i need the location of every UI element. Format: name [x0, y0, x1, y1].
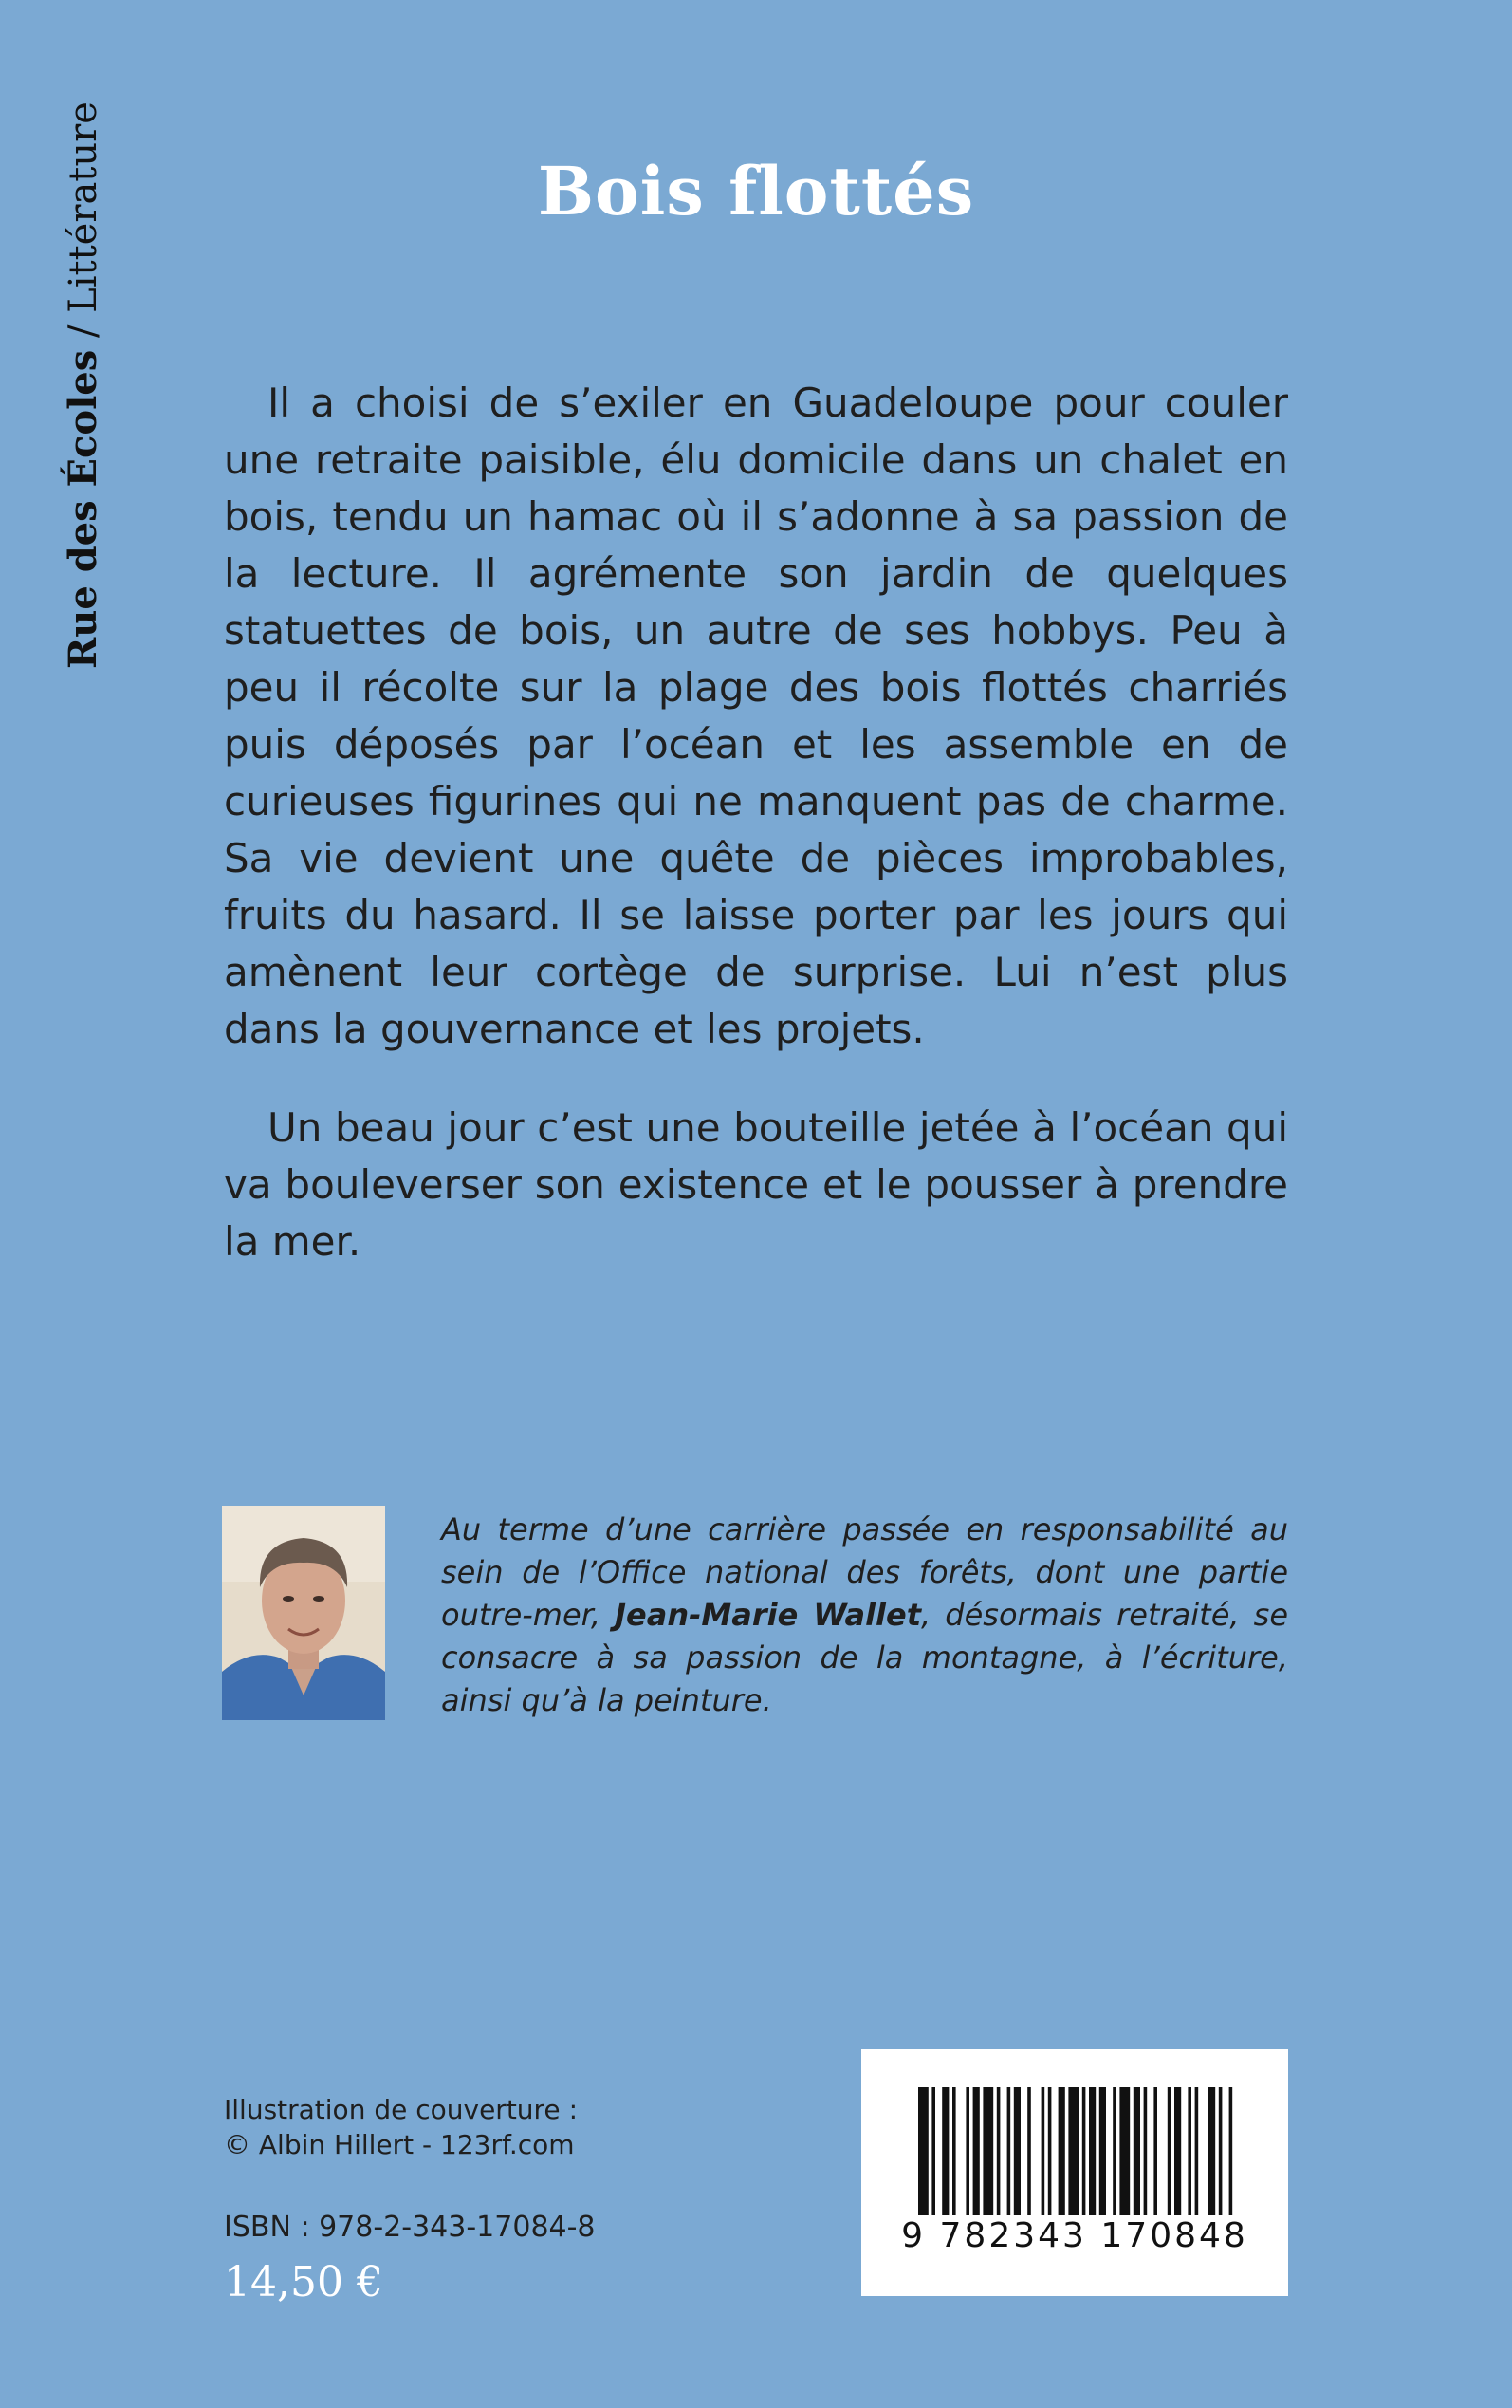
cover-credit — [224, 2092, 578, 2162]
barcode-bar — [1119, 2087, 1130, 2215]
barcode-bar — [1229, 2087, 1233, 2215]
summary-paragraph-2: Un beau jour c’est une bouteille jetée à l’océan qui va bouleverser son existence et le pousser à prendre la mer. — [224, 1104, 1288, 1265]
bio-text-before: Au terme d’une carrière passée en responsabilité au sein de l’Office national des forêts, dont une partie outre-mer, — [441, 1511, 1288, 1633]
barcode-bar — [966, 2087, 969, 2215]
barcode-bar — [1134, 2087, 1140, 2215]
barcode-bar — [1048, 2087, 1052, 2215]
credit-line-2: © Albin Hillert - 123rf.com — [224, 2129, 575, 2160]
barcode — [861, 2049, 1288, 2296]
author-photo — [222, 1506, 385, 1720]
barcode-bar — [1014, 2087, 1021, 2215]
barcode-bar — [952, 2087, 956, 2215]
barcode-bar — [1068, 2087, 1079, 2215]
barcode-bar — [1027, 2087, 1031, 2215]
author-name: Jean-Marie Wallet — [615, 1597, 922, 1633]
author-portrait-image — [222, 1506, 385, 1720]
barcode-bar — [1219, 2087, 1223, 2215]
barcode-bar — [1174, 2087, 1181, 2215]
barcode-digits: 9 782343 170848 — [901, 2216, 1248, 2255]
barcode-bar — [1195, 2087, 1199, 2215]
bio-text-after: , désormais retraité, se consacre à sa passion de la montagne, à l’écriture, ainsi qu’à la peinture. — [441, 1597, 1289, 1718]
series-category: Littérature — [62, 102, 105, 313]
barcode-bar — [1082, 2087, 1086, 2215]
price: 14,50 € — [224, 2258, 383, 2306]
barcode-bar — [1099, 2087, 1106, 2215]
series-name: Rue des Écoles — [61, 349, 105, 669]
author-bio — [441, 1509, 1288, 1722]
summary — [224, 375, 1288, 1312]
barcode-bar — [1144, 2087, 1148, 2215]
barcode-bar — [983, 2087, 993, 2215]
barcode-bar — [1168, 2087, 1171, 2215]
barcode-bar — [1089, 2087, 1096, 2215]
barcode-bar — [931, 2087, 935, 2215]
barcode-bar — [1208, 2087, 1215, 2215]
isbn: ISBN : 978-2-343-17084-8 — [224, 2211, 596, 2244]
barcode-bars — [861, 2049, 1288, 2296]
summary-paragraph-1: Il a choisi de s’exiler en Guadeloupe pour couler une retraite paisible, élu domicile dans un chalet en bois, tendu un hamac où il s’adonne à sa passion de la lecture. Il agrémente son jardin de quelques statuettes de bois, un autre de ses hobbys. Peu à peu il récolte sur la plage des bois flottés charriés puis déposés par l’océan et les assemble en de curieuses figurines qui ne manquent pas de charme. Sa vie devient une quête de pièces improbables, fruits du hasard. Il se laisse porter par les jours qui amènent leur cortège de surprise. Lui n’est plus dans la gouvernance et les projets. — [224, 380, 1288, 1052]
barcode-bar — [1153, 2087, 1157, 2215]
barcode-bar — [1007, 2087, 1011, 2215]
barcode-bar — [1042, 2087, 1045, 2215]
credit-line-1: Illustration de couverture : — [224, 2094, 578, 2125]
book-title: Bois flottés — [537, 152, 975, 231]
barcode-bar — [997, 2087, 1001, 2215]
spine-separator: / — [62, 312, 105, 350]
barcode-bar — [1059, 2087, 1065, 2215]
barcode-bar — [918, 2087, 929, 2215]
barcode-bar — [1113, 2087, 1116, 2215]
barcode-bar — [942, 2087, 949, 2215]
barcode-bar — [973, 2087, 980, 2215]
barcode-bar — [1188, 2087, 1191, 2215]
